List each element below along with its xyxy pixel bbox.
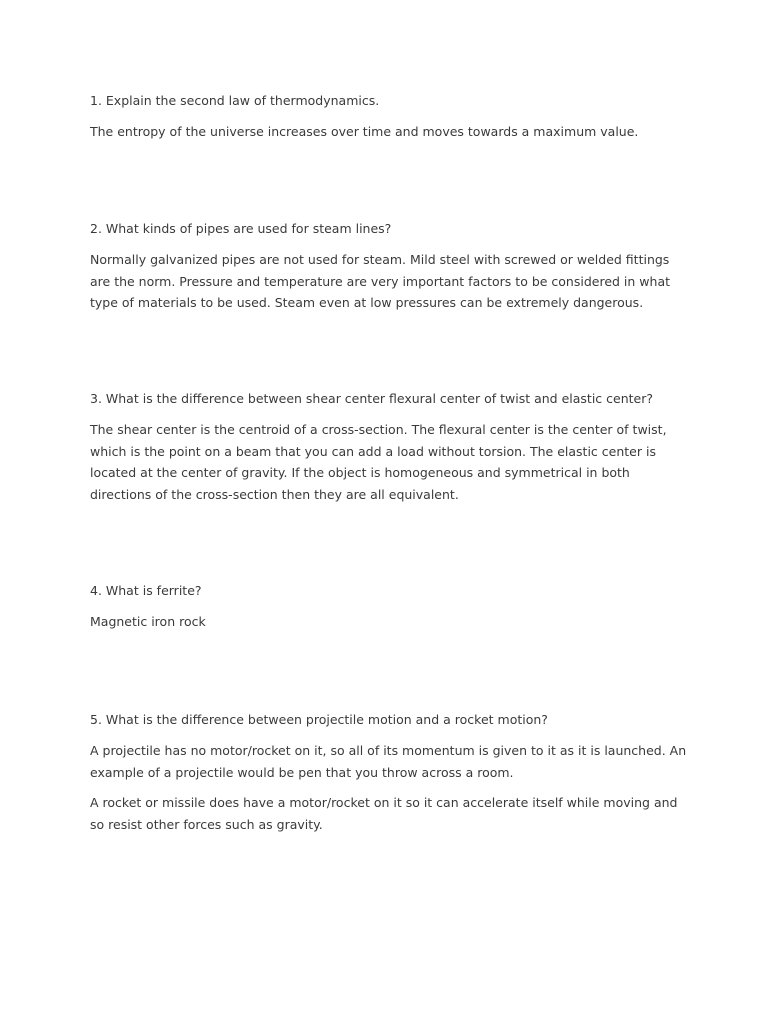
answer-5-paragraph-1: A projectile has no motor/rocket on it, so all of its momentum is given to it as it is launched. An example of a projectile would be pen that you throw across a room. [90, 743, 687, 780]
qa-item-2 [90, 218, 690, 314]
qa-item-1 [90, 90, 690, 143]
question-1: 1. Explain the second law of thermodynamics. [90, 93, 380, 108]
answer-3: The shear center is the centroid of a cross-section. The flexural center is the center of twist, which is the point on a beam that you can add a load without torsion. The elastic center is located at the center of gravity. If the object is homogeneous and symmetrical in both directions of the cross-section then they are all equivalent. [90, 422, 667, 502]
answer-2: Normally galvanized pipes are not used for steam. Mild steel with screwed or welded fittings are the norm. Pressure and temperature are very important factors to be considered in what type of materials to be used. Steam even at low pressures can be extremely dangerous. [90, 252, 671, 310]
question-3: 3. What is the difference between shear center flexural center of twist and elastic center? [90, 391, 654, 406]
answer-1: The entropy of the universe increases over time and moves towards a maximum value. [90, 124, 639, 139]
qa-item-4 [90, 580, 690, 633]
question-4: 4. What is ferrite? [90, 583, 202, 598]
question-5: 5. What is the difference between projectile motion and a rocket motion? [90, 712, 548, 727]
question-2: 2. What kinds of pipes are used for steam lines? [90, 221, 392, 236]
qa-item-5 [90, 709, 690, 835]
answer-5-paragraph-2: A rocket or missile does have a motor/rocket on it so it can accelerate itself while moving and so resist other forces such as gravity. [90, 795, 678, 832]
answer-4: Magnetic iron rock [90, 614, 206, 629]
qa-item-3 [90, 388, 690, 505]
